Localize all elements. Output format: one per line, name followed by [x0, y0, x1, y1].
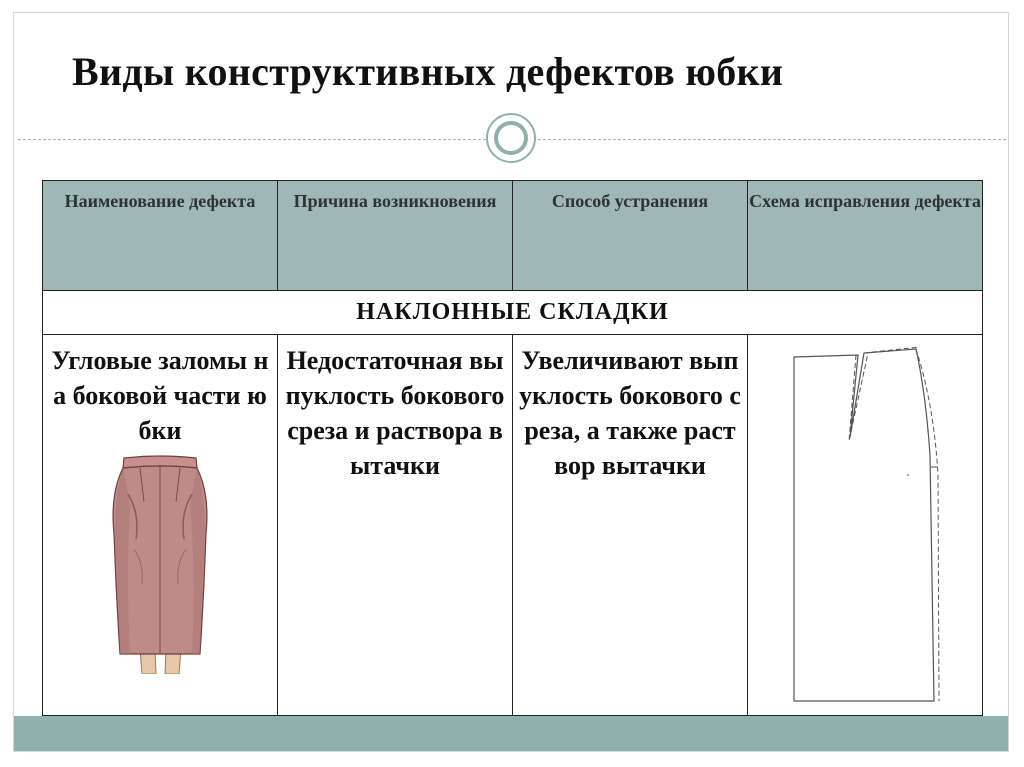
header-cause: Причина возникновения [278, 181, 513, 291]
table-header-row [43, 181, 983, 291]
divider-ring-icon [486, 113, 536, 163]
cell-scheme [748, 335, 983, 716]
header-remedy: Способ устранения [513, 181, 748, 291]
remedy-text: Увеличивают выпуклость бокового среза, а также раствор вытачки [519, 346, 741, 480]
cause-text: Недостаточная выпуклость бокового среза и раствора вытачки [285, 346, 505, 480]
header-defect-name: Наименование дефекта [43, 181, 278, 291]
cell-defect-name [43, 335, 278, 716]
correction-scheme-image [748, 335, 982, 715]
defect-name-text: Угловые заломы на боковой части юбки [51, 346, 269, 445]
cell-cause [278, 335, 513, 716]
skirt-illustration-image [100, 454, 220, 674]
section-row [43, 291, 983, 335]
section-title: НАКЛОННЫЕ СКЛАДКИ [43, 291, 983, 335]
table-row [43, 335, 983, 716]
cell-remedy [513, 335, 748, 716]
slide-title: Виды конструктивных дефектов юбки [72, 49, 784, 94]
footer-band [14, 716, 1008, 751]
header-scheme: Схема исправления дефекта [748, 181, 983, 291]
defects-table [42, 180, 983, 716]
